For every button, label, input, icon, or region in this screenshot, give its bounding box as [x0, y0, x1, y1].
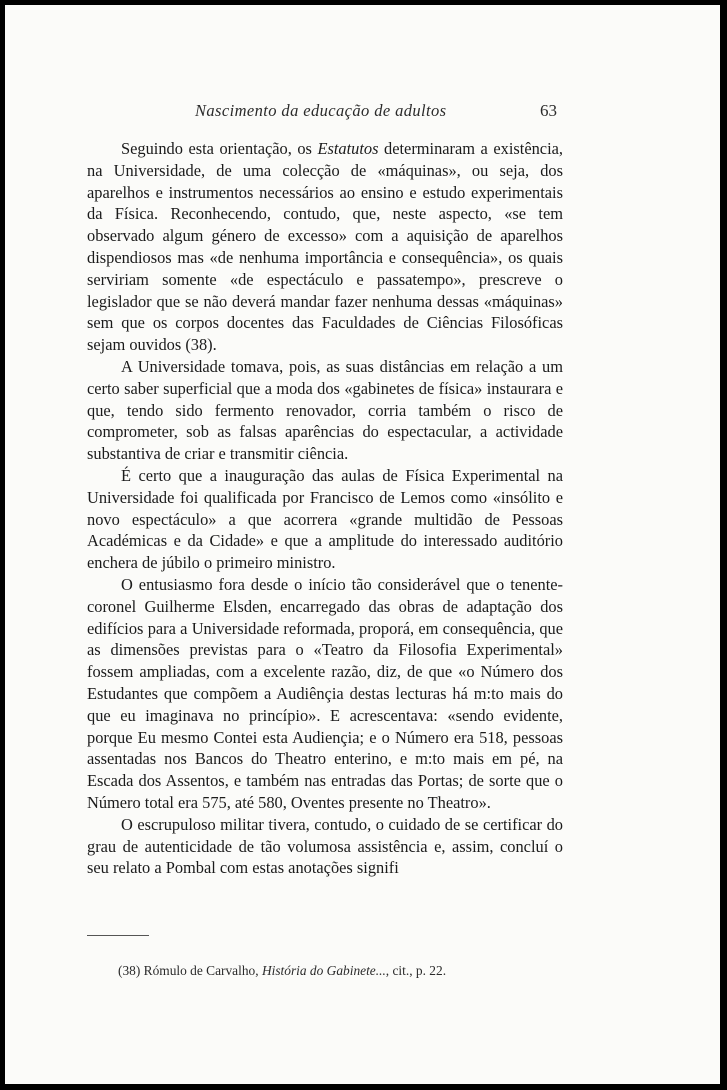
paragraph-4: O entusiasmo fora desde o início tão considerável que o tenente-coronel Guilherme Elsden, encarregado das obras de adaptação dos edifícios para a Universidade reformada, proporá, em consequência, que as dimensões previstas para o «Teatro da Filosofia Experimental» fossem ampliadas, com a excelente razão, diz, de que «o Número dos Estudantes que compõem a Audiênçia destas lecturas há m:to mais do que eu imaginava no princípio». E acrescentava: «sendo evidente, porque Eu mesmo Contei esta Audiençia; e o Número era 518, pessoas assentadas nos Bancos do Theatro enterino, e m:to mais em pé, na Escada dos Assentos, e também nas entradas das Portas; de sorte que o Número total era 575, até 580, Oventes presente no Theatro».: [87, 574, 563, 812]
paragraph-2: A Universidade tomava, pois, as suas distâncias em relação a um certo saber superficial que a moda dos «gabinetes de física» instaurara e que, tendo sido fermento renovador, corria também o risco de comprometer, sob as falsas aparências do espectacular, a actividade substantiva de criar e transmitir ciência.: [87, 356, 563, 464]
running-head: [5, 101, 720, 125]
paragraph-1-rest: determinaram a existência, na Universidade, de uma colecção de «máquinas», ou seja, dos aparelhos e instrumentos necessários ao ensino e estudo experimentais da Física. Reconhecendo, contudo, que, neste aspecto, «se tem observado algum género de excesso» com a aquisição de aparelhos dispendiosos mas «de nenhuma importância e consequência», os quais serviriam somente «de espectáculo e passatempo», prescreve o legislador que se não deverá mandar fazer nenhuma dessas «máquinas» sem que os corpos docentes das Faculdades de Ciências Filosóficas sejam ouvidos (38).: [87, 139, 563, 355]
page-number: 63: [540, 101, 557, 120]
footnote-38: [118, 963, 446, 979]
footnote-citation-start: (38) Rómulo de Carvalho,: [118, 963, 262, 978]
statutes-title: Estatutos: [317, 139, 379, 158]
running-title: Nascimento da educação de adultos: [195, 101, 447, 120]
paragraph-1-start: Seguindo esta orientação, os: [121, 139, 318, 158]
footnote-rule: [87, 935, 149, 936]
book-page: [5, 5, 720, 1084]
footnote-citation-end: , cit., p. 22.: [385, 963, 447, 978]
paragraph-5: O escrupuloso militar tivera, contudo, o cuidado de se certificar do grau de autenticidade de tão volumosa assistência e, assim, concluí o seu relato a Pombal com estas anotações signifi: [87, 814, 563, 878]
footnote-book-title: História do Gabinete...: [261, 963, 386, 978]
paragraph-3: É certo que a inauguração das aulas de Física Experimental na Universidade foi qualificada por Francisco de Lemos como «insólito e novo espectáculo» a que acorrera «grande multidão de Pessoas Académicas e da Cidade» e que a amplitude do interessado auditório enchera de júbilo o primeiro ministro.: [87, 465, 563, 573]
paragraph-1: [87, 138, 563, 356]
body-text: [87, 138, 563, 879]
